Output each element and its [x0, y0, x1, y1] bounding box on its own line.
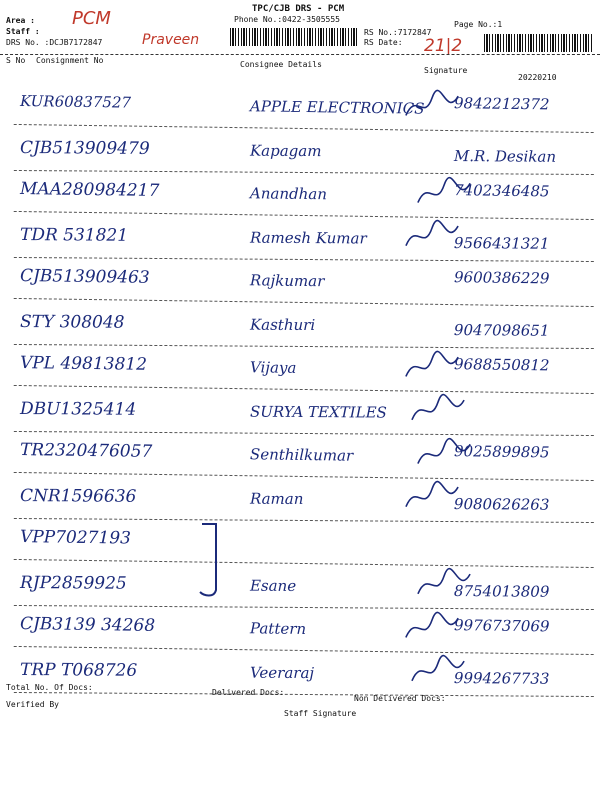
consignee-phone: 9688550812: [453, 355, 550, 375]
consignee-name: Kasthuri: [249, 315, 316, 334]
consignment-number: MAA280984217: [19, 179, 160, 201]
table-row: [14, 515, 595, 568]
rs-date-label: RS Date:: [364, 38, 403, 47]
consignment-number: KUR60837527: [19, 92, 132, 112]
table-row: [14, 386, 594, 435]
consignment-number: VPL 49813812: [19, 353, 148, 375]
signature-scribble: [402, 87, 462, 124]
rs-no: RS No.:7172847: [364, 28, 432, 37]
col-consignee: Consignee Details: [240, 60, 322, 69]
consignment-number: CJB513909463: [19, 266, 150, 288]
consignee-phone: M.R. Desikan: [453, 146, 557, 166]
consignee-name: Rajkumar: [249, 271, 325, 291]
consignee-name: APPLE ELECTRONICS: [249, 97, 425, 118]
table-row: [14, 299, 594, 348]
table-row: [14, 473, 594, 522]
delivered-docs: Delivered Docs:: [212, 688, 285, 697]
consignee-phone: 7402346485: [453, 181, 550, 201]
consignee-name: Vijaya: [249, 358, 297, 377]
consignee-phone: 8754013809: [453, 581, 550, 601]
consignee-phone: 9600386229: [453, 268, 550, 288]
table-row: [14, 602, 595, 655]
table-row: [14, 80, 595, 133]
signature-scribble: [414, 565, 474, 601]
consignment-number: CJB3139 34268: [19, 614, 156, 636]
area-label: Area :: [6, 16, 35, 25]
signature-scribble: [414, 175, 474, 212]
table-row: [14, 212, 594, 261]
consignee-name: Anandhan: [249, 184, 328, 204]
page-no: Page No.:1: [454, 20, 503, 29]
signature-scribble: [402, 217, 462, 253]
table-row: [14, 428, 595, 481]
col-sno: S No: [6, 56, 26, 65]
table-row: [14, 254, 595, 307]
consignee-phone: 9566431321: [453, 233, 550, 253]
consignee-name: Kapagam: [249, 141, 322, 160]
total-docs: Total No. Of Docs:: [6, 683, 93, 692]
staff-label: Staff :: [6, 27, 40, 36]
consignee-phone: 9976737069: [453, 616, 550, 636]
rs-date-value: 21|2: [424, 36, 463, 56]
consignee-name: Senthilkumar: [249, 445, 354, 465]
doc-title: TPC/CJB DRS - PCM: [252, 4, 345, 14]
col-consignment: Consignment No: [36, 56, 104, 65]
signature-scribble: [408, 391, 468, 427]
staff-value: Praveen: [142, 32, 200, 48]
consignment-number: STY 308048: [19, 311, 125, 333]
consignee-phone: 9842212372: [453, 94, 550, 114]
table-row: [14, 341, 595, 394]
bracket-mark: [196, 520, 226, 600]
signature-scribble: [408, 652, 468, 688]
consignee-name: SURYA TEXTILES: [249, 402, 387, 422]
col-signature: Signature: [424, 66, 468, 75]
consignee-phone: 9047098651: [453, 320, 550, 340]
table-row: [14, 125, 594, 174]
table-row: [14, 647, 594, 696]
barcode-main: [230, 28, 358, 46]
header-rule: [0, 54, 600, 55]
consignment-number: RJP2859925: [19, 572, 127, 594]
consignee-name: Raman: [249, 489, 304, 508]
consignment-number: TRP T068726: [19, 659, 138, 681]
signature-scribble: [402, 609, 462, 646]
non-delivered-docs: Non Delivered Docs:: [354, 694, 446, 703]
signature-scribble: [402, 348, 462, 385]
consignee-phone: 9080626263: [453, 494, 550, 514]
verified-by: Verified By: [6, 700, 59, 709]
date-stamp: 20220210: [518, 73, 557, 82]
table-row: [14, 560, 594, 609]
consignee-phone: 9994267733: [453, 668, 550, 688]
consignee-name: Esane: [249, 576, 297, 595]
consignment-number: DBU1325414: [19, 398, 137, 420]
area-value: PCM: [72, 8, 111, 29]
consignment-number: TR2320476057: [19, 440, 153, 462]
staff-signature: Staff Signature: [284, 709, 357, 718]
table-row: [14, 167, 595, 220]
signature-scribble: [402, 478, 462, 514]
consignment-number: TDR 531821: [19, 224, 129, 246]
drs-no: DRS No. :DCJB7172847: [6, 38, 103, 47]
barcode-right: [484, 34, 594, 52]
signature-scribble: [414, 436, 474, 473]
consignment-number: VPP7027193: [19, 527, 132, 549]
consignee-name: Ramesh Kumar: [249, 228, 367, 247]
consignment-number: CNR1596636: [19, 485, 137, 507]
consignee-phone: 9025899895: [453, 442, 550, 462]
consignee-name: Pattern: [249, 619, 307, 639]
consignee-name: Veeraraj: [249, 663, 315, 682]
consignment-number: CJB513909479: [19, 137, 150, 159]
phone-no: Phone No.:0422-3505555: [234, 15, 340, 24]
